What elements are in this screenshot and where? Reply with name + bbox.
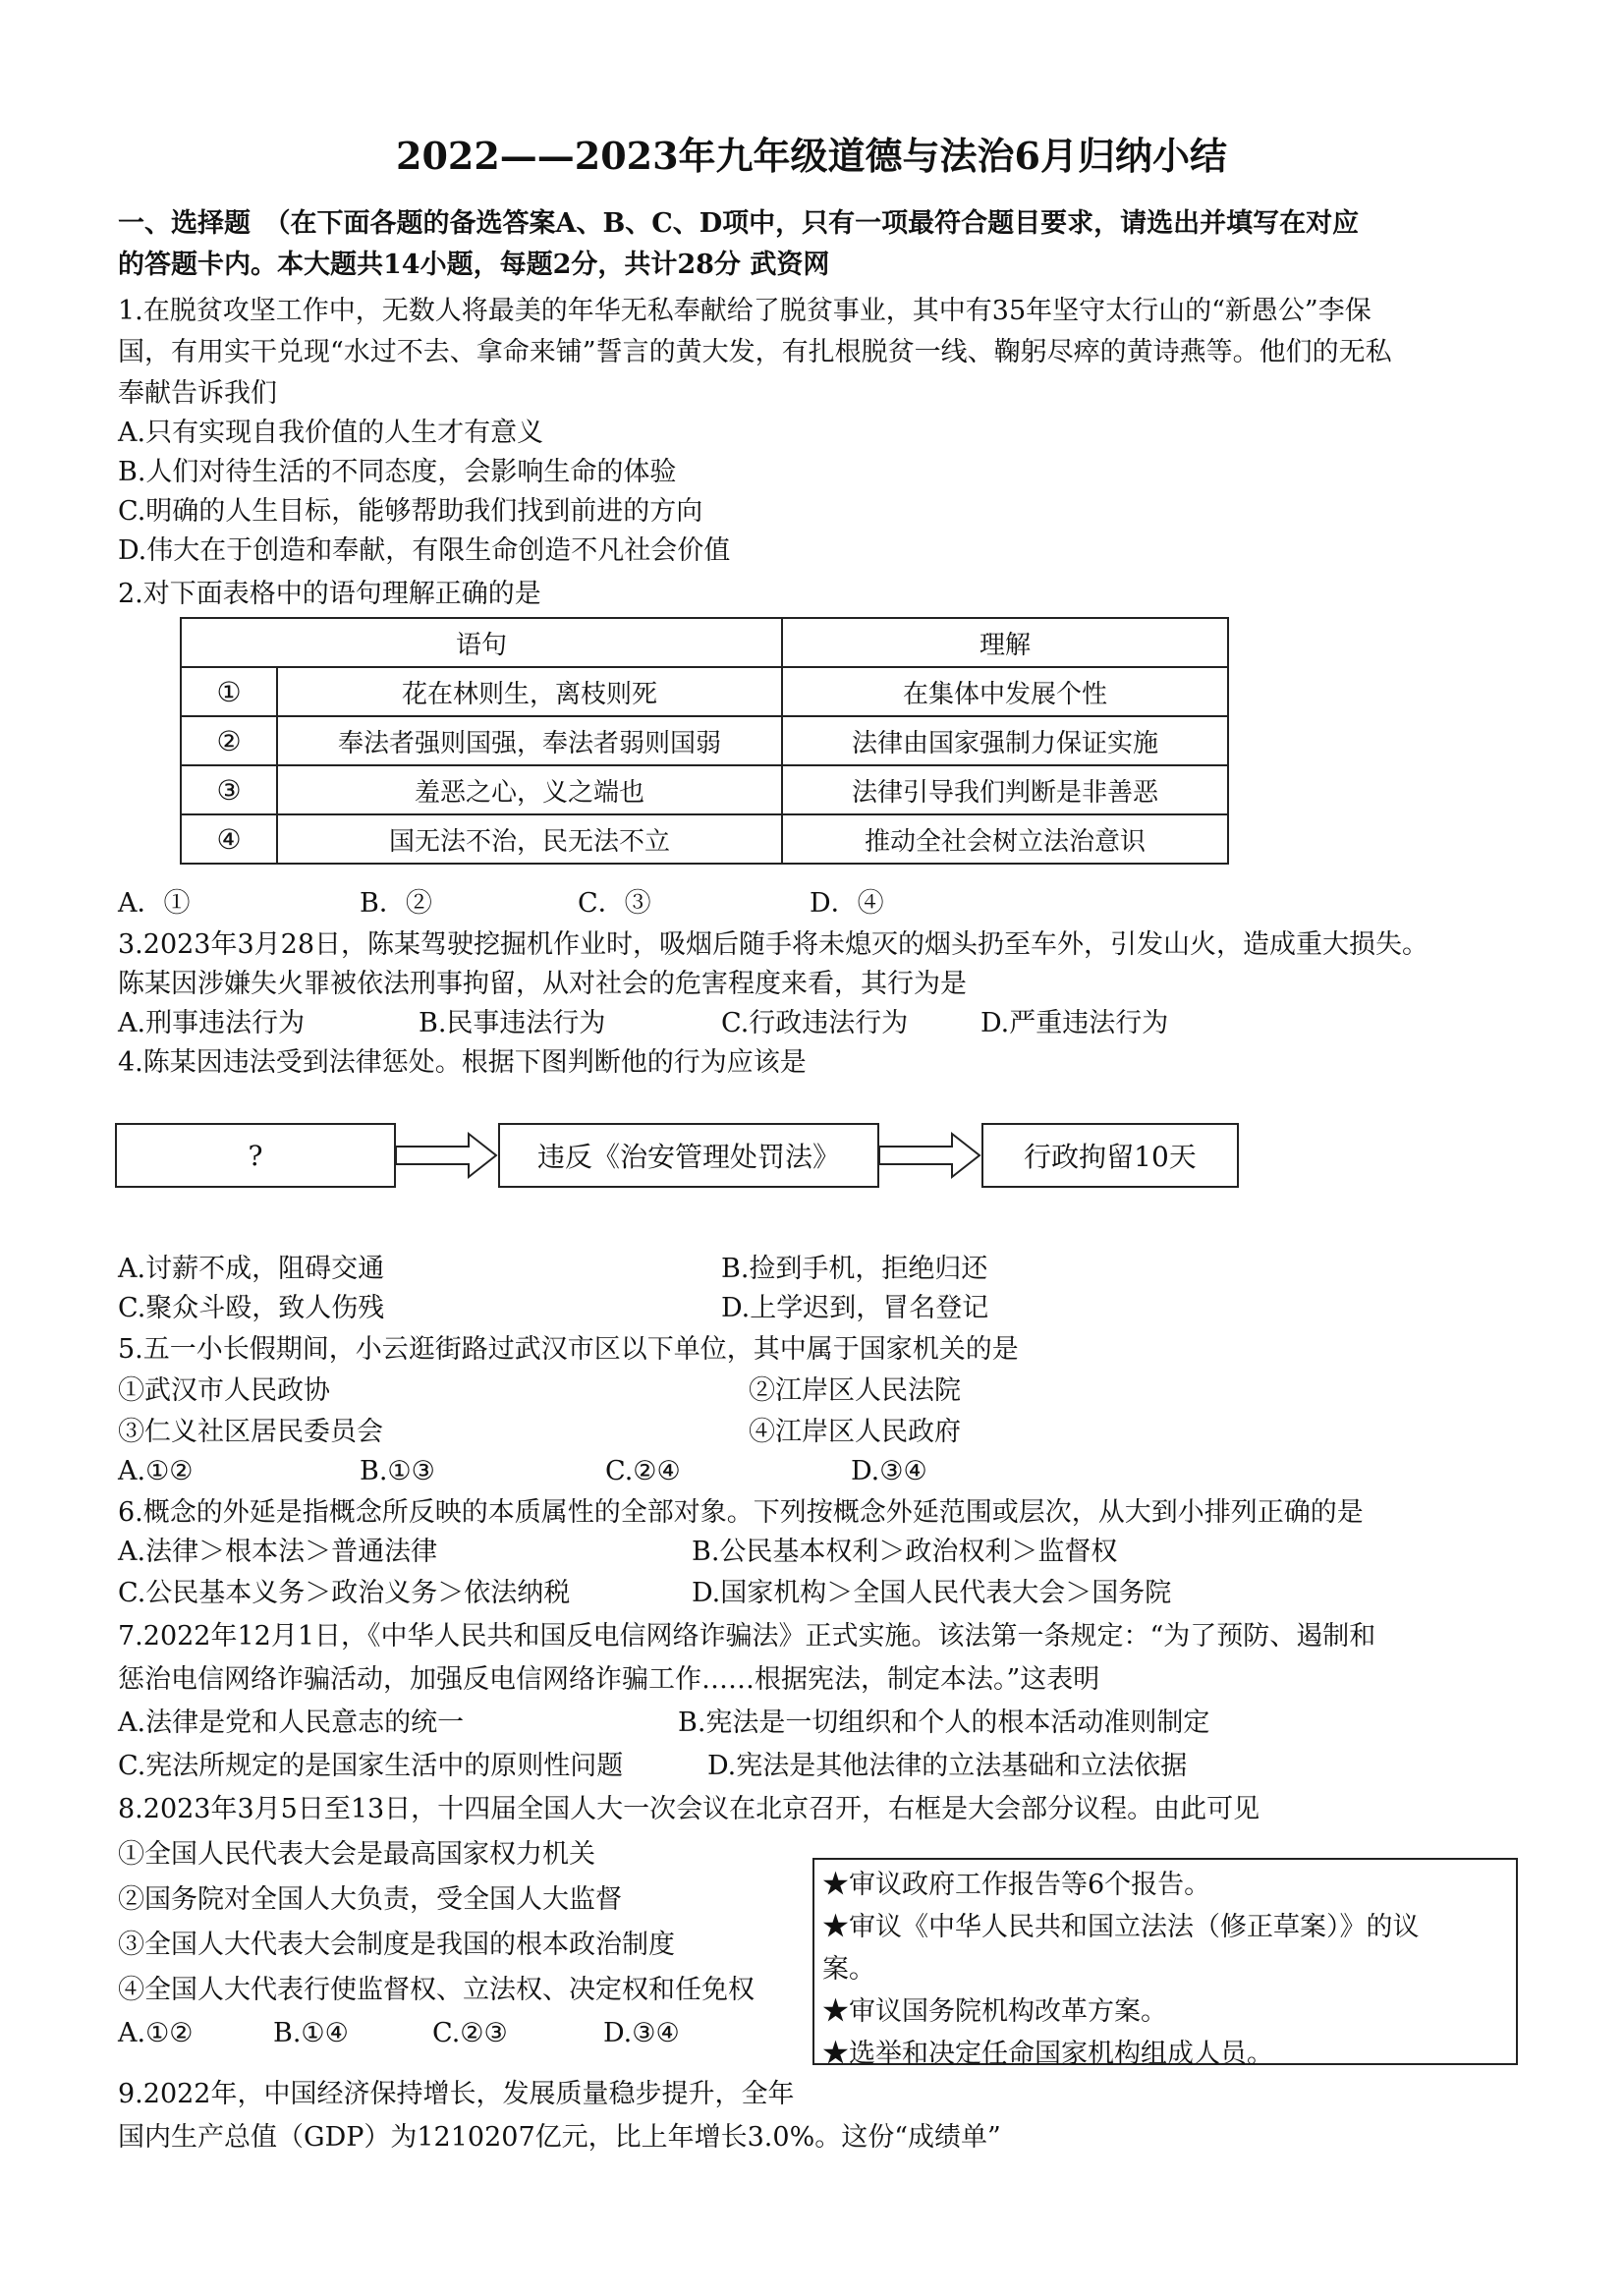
row-sentence: 奉法者强则国强，奉法者弱则国弱	[277, 716, 782, 765]
agenda-item: ★审议国务院机构改革方案。	[822, 1996, 1167, 2027]
q7-stem-line: 惩治电信网络诈骗活动，加强反电信网络诈骗工作……根据宪法，制定本法。”这表明	[118, 1664, 1100, 1695]
q5-item: ②江岸区人民法院	[749, 1375, 961, 1406]
q5-option-d: D.③④	[851, 1456, 927, 1486]
q1-option-b: B.人们对待生活的不同态度，会影响生命的体验	[118, 457, 677, 487]
q3-option-c: C.行政违法行为	[721, 1008, 909, 1038]
agenda-item: 案。	[822, 1954, 875, 1985]
q2-option-c: C．③	[578, 888, 651, 919]
section-heading-cont: 的答题卡内。本大题共14小题，每题2分，共计28分 武资网	[118, 250, 830, 280]
flow-box-penalty: 行政拘留10天	[981, 1123, 1239, 1188]
agenda-item: ★审议政府工作报告等6个报告。	[822, 1870, 1211, 1900]
q6-option-d: D.国家机构＞全国人民代表大会＞国务院	[692, 1578, 1172, 1608]
q1-option-a: A.只有实现自我价值的人生才有意义	[118, 418, 544, 448]
q6-option-b: B.公民基本权利＞政治权利＞监督权	[692, 1537, 1118, 1567]
q4-option-d: D.上学迟到，冒名登记	[721, 1293, 989, 1323]
q5-option-a: A.①②	[118, 1456, 194, 1486]
q5-stem: 5.五一小长假期间，小云逛街路过武汉市区以下单位，其中属于国家机关的是	[118, 1334, 1019, 1365]
q3-option-d: D.严重违法行为	[980, 1008, 1169, 1038]
q4-option-c: C.聚众斗殴，致人伤残	[118, 1293, 385, 1323]
q8-option-a: A.①②	[118, 2018, 194, 2048]
q1-stem-line: 奉献告诉我们	[118, 378, 277, 409]
table-row	[181, 814, 1228, 864]
flow-box-unknown: ?	[115, 1123, 396, 1188]
q5-item: ④江岸区人民政府	[749, 1417, 961, 1447]
q8-item: ③全国人大代表大会制度是我国的根本政治制度	[118, 1930, 675, 1960]
row-understanding: 法律引导我们判断是非善恶	[782, 765, 1228, 814]
section-heading: 一、选择题 （在下面各题的备选答案A、B、C、D项中，只有一项最符合题目要求，请选出并填写在对应	[118, 208, 1360, 239]
page-title: 2022——2023年九年级道德与法治6月归纳小结	[396, 134, 1227, 178]
agenda-item: ★选举和决定任命国家机构组成人员。	[822, 2039, 1273, 2069]
q8-option-c: C.②③	[432, 2018, 508, 2048]
row-sentence: 国无法不治，民无法不立	[277, 814, 782, 864]
q5-item: ③仁义社区居民委员会	[118, 1417, 383, 1447]
header-sentence: 语句	[181, 618, 782, 667]
q8-item: ①全国人民代表大会是最高国家权力机关	[118, 1839, 595, 1870]
row-understanding: 在集体中发展个性	[782, 667, 1228, 716]
q2-option-d: D．④	[810, 888, 884, 919]
q1-option-d: D.伟大在于创造和奉献，有限生命创造不凡社会价值	[118, 535, 731, 566]
q5-option-b: B.①③	[360, 1456, 435, 1486]
q1-stem-line: 国，有用实干兑现“水过不去、拿命来铺”誓言的黄大发，有扎根脱贫一线、鞠躬尽瘁的黄诗燕等。他们的无私	[118, 337, 1392, 367]
q7-option-b: B.宪法是一切组织和个人的根本活动准则制定	[678, 1708, 1210, 1738]
q7-stem-line: 7.2022年12月1日，《中华人民共和国反电信网络诈骗法》正式实施。该法第一条规定：“为了预防、遏制和	[118, 1621, 1376, 1652]
flow-arrow-icon	[396, 1130, 498, 1181]
table-row	[181, 667, 1228, 716]
q6-stem: 6.概念的外延是指概念所反映的本质属性的全部对象。下列按概念外延范围或层次，从大到小排列正确的是	[118, 1497, 1364, 1528]
row-number: ③	[181, 765, 277, 814]
flow-arrow-icon	[879, 1130, 981, 1181]
q1-option-c: C.明确的人生目标，能够帮助我们找到前进的方向	[118, 496, 703, 527]
q7-option-a: A.法律是党和人民意志的统一	[118, 1708, 465, 1738]
q4-stem: 4.陈某因违法受到法律惩处。根据下图判断他的行为应该是	[118, 1047, 807, 1078]
flow-box-violation: 违反《治安管理处罚法》	[498, 1123, 879, 1188]
q4-option-b: B.捡到手机，拒绝归还	[721, 1254, 988, 1284]
row-understanding: 推动全社会树立法治意识	[782, 814, 1228, 864]
q9-stem-line: 9.2022年，中国经济保持增长，发展质量稳步提升，全年	[118, 2079, 795, 2109]
q8-stem: 8.2023年3月5日至13日，十四届全国人大一次会议在北京召开，右框是大会部分议程。由此可见	[118, 1794, 1260, 1824]
table-row	[181, 765, 1228, 814]
q8-item: ④全国人大代表行使监督权、立法权、决定权和任免权	[118, 1975, 755, 2005]
q2-stem: 2.对下面表格中的语句理解正确的是	[118, 579, 541, 609]
table-header-row	[181, 618, 1228, 667]
q3-option-b: B.民事违法行为	[419, 1008, 606, 1038]
q5-option-c: C.②④	[605, 1456, 681, 1486]
q4-option-a: A.讨薪不成，阻碍交通	[118, 1254, 385, 1284]
q8-option-b: B.①④	[273, 2018, 349, 2048]
table-row	[181, 716, 1228, 765]
q3-option-a: A.刑事违法行为	[118, 1008, 306, 1038]
q2-table	[180, 617, 1229, 865]
row-sentence: 花在林则生，离枝则死	[277, 667, 782, 716]
q9-stem-line: 国内生产总值（GDP）为1210207亿元，比上年增长3.0%。这份“成绩单”	[118, 2122, 1001, 2153]
q7-option-c: C.宪法所规定的是国家生活中的原则性问题	[118, 1751, 624, 1781]
q8-option-d: D.③④	[603, 2018, 680, 2048]
row-sentence: 羞恶之心，义之端也	[277, 765, 782, 814]
q3-stem-line: 3.2023年3月28日，陈某驾驶挖掘机作业时，吸烟后随手将未熄灭的烟头扔至车外，引发山火，造成重大损失。	[118, 929, 1429, 960]
q2-option-a: A．①	[118, 888, 191, 919]
q8-item: ②国务院对全国人大负责，受全国人大监督	[118, 1884, 622, 1915]
row-understanding: 法律由国家强制力保证实施	[782, 716, 1228, 765]
q7-option-d: D.宪法是其他法律的立法基础和立法依据	[707, 1751, 1188, 1781]
row-number: ②	[181, 716, 277, 765]
q6-option-a: A.法律＞根本法＞普通法律	[118, 1537, 438, 1567]
q6-option-c: C.公民基本义务＞政治义务＞依法纳税	[118, 1578, 571, 1608]
q5-item: ①武汉市人民政协	[118, 1375, 330, 1406]
q3-stem-line: 陈某因涉嫌失火罪被依法刑事拘留，从对社会的危害程度来看，其行为是	[118, 969, 967, 999]
agenda-item: ★审议《中华人民共和国立法法（修正草案）》的议	[822, 1912, 1420, 1942]
row-number: ④	[181, 814, 277, 864]
q1-stem-line: 1.在脱贫攻坚工作中，无数人将最美的年华无私奉献给了脱贫事业，其中有35年坚守太行山的“新愚公”李保	[118, 296, 1371, 326]
header-understanding: 理解	[782, 618, 1228, 667]
q2-option-b: B．②	[360, 888, 432, 919]
row-number: ①	[181, 667, 277, 716]
agenda-box	[812, 1858, 1518, 2069]
